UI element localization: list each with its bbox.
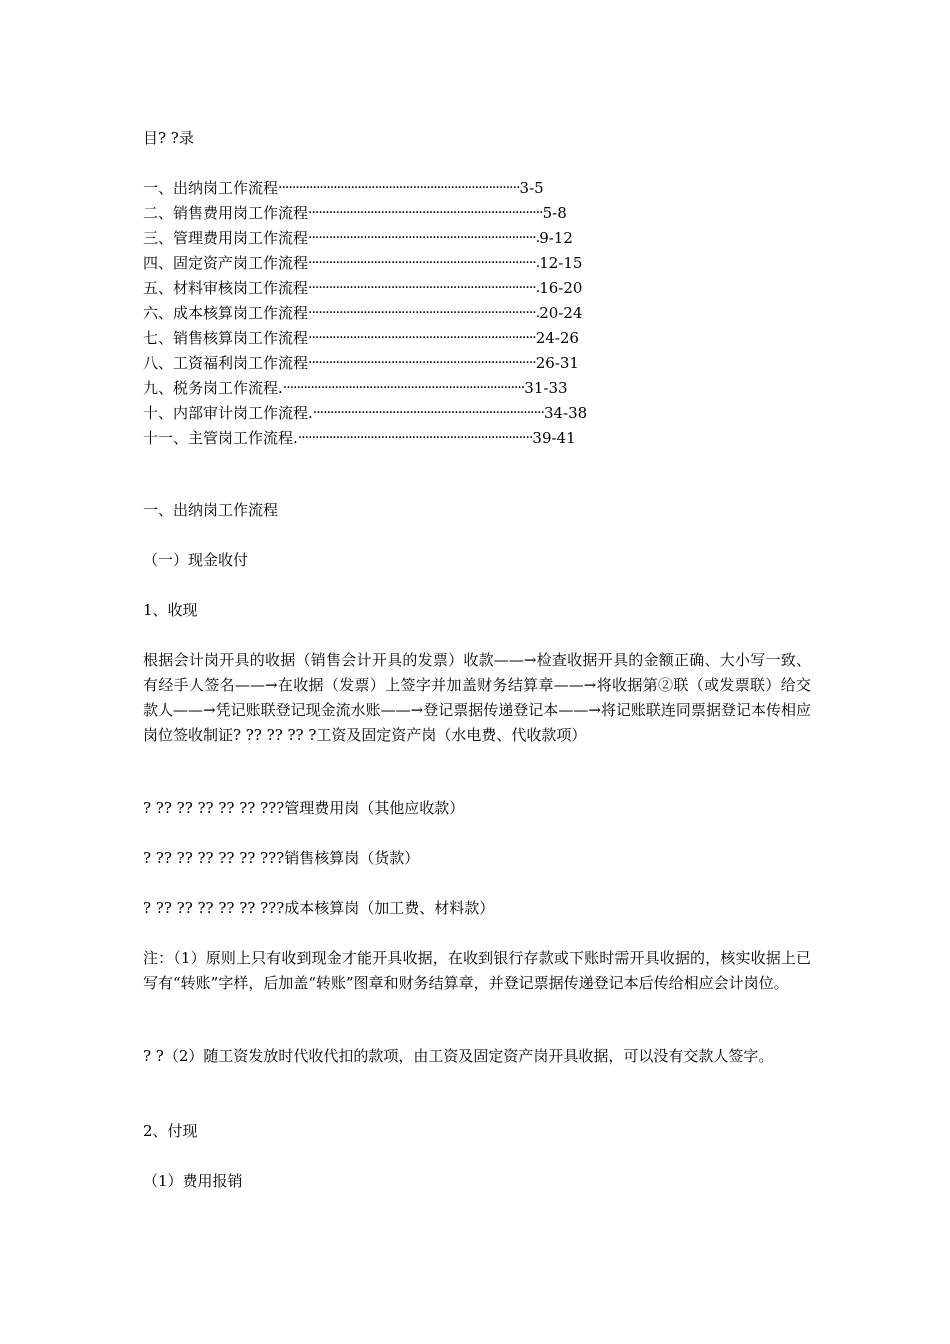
section-heading: 一、出纳岗工作流程 [143, 501, 279, 519]
item-heading-pay-cash: 2、付现 [143, 1122, 198, 1140]
toc-entry [143, 376, 763, 401]
item-heading-receive-cash: 1、收现 [143, 601, 198, 619]
toc-entry-label: 三、管理费用岗工作流程 [143, 229, 309, 247]
flow-line-sales-accounting: ? ?? ?? ?? ?? ?? ???销售核算岗（货款） [143, 849, 420, 867]
note-paragraph-1: 注：（1）原则上只有收到现金才能开具收据，在收到银行存款或下账时需开具收据的，核实收据上已写有“转账”字样，后加盖“转账”图章和财务结算章，并登记票据传递登记本后传给相应会计岗位。 [143, 949, 811, 992]
toc-entry-label: 十一、主管岗工作流程. [143, 429, 298, 447]
toc-entry-label: 一、出纳岗工作流程 [143, 179, 279, 197]
toc-entry [143, 401, 763, 426]
toc-entry-leader: ·································································· [308, 355, 536, 371]
flow-line-cost-accounting: ? ?? ?? ?? ?? ?? ???成本核算岗（加工费、材料款） [143, 899, 495, 917]
toc-entry-label: 六、成本核算岗工作流程 [143, 304, 309, 322]
toc-entry-leader: ·································································· [308, 330, 536, 346]
toc-entry-leader: ··································································. [308, 280, 540, 296]
note-paragraph-2: ? ?（2）随工资发放时代收代扣的款项，由工资及固定资产岗开具收据，可以没有交款人签字。 [143, 1047, 774, 1065]
toc-entry-leader: ··································································. [308, 255, 540, 271]
toc-entry-page: 20-24 [539, 304, 583, 322]
toc-entry [143, 176, 763, 201]
toc-entry [143, 301, 763, 326]
toc-entry-page: 5-8 [542, 204, 567, 222]
toc-entry-leader: ··································································. [308, 305, 540, 321]
toc-entry-page: 24-26 [535, 329, 579, 347]
toc-entry-leader: ······································································ [278, 180, 520, 196]
toc-entry-page: 34-38 [543, 404, 588, 422]
toc-entry-label: 七、销售核算岗工作流程 [143, 329, 309, 347]
toc-entry-leader: ···································································· [297, 430, 533, 446]
toc-entry-label: 十、内部审计岗工作流程. [143, 404, 313, 422]
toc-entry-label: 四、固定资产岗工作流程 [143, 254, 309, 272]
toc-entry [143, 276, 763, 301]
toc-entry [143, 326, 763, 351]
toc-entry-page: 39-41 [532, 429, 576, 447]
toc-entry-page: 3-5 [519, 179, 544, 197]
body-paragraph-receive-cash: 根据会计岗开具的收据（销售会计开具的发票）收款——→检查收据开具的金额正确、大小写一致、有经手人签名——→在收据（发票）上签字并加盖财务结算章——→将收据第②联（或发票联）给交款人——→凭记账联登记现金流水账——→登记票据传递登记本——→将记账联连同票据登记本传相应岗位签收制证? ?? ?? ?? ?工资及固定资产岗（水电费、代收款项） [143, 651, 811, 744]
toc-entry [143, 251, 763, 276]
table-of-contents [143, 176, 763, 451]
toc-entry-page: 31-33 [524, 379, 568, 397]
toc-entry-leader: ··································································. [308, 230, 540, 246]
sub-item-heading-expense-reimbursement: （1）费用报销 [143, 1172, 243, 1190]
toc-entry [143, 351, 763, 376]
toc-entry-page: 26-31 [535, 354, 579, 372]
toc-entry-page: 9-12 [539, 229, 573, 247]
toc-entry-label: 九、税务岗工作流程. [143, 379, 283, 397]
toc-entry-leader: ··································································· [312, 405, 544, 421]
toc-entry [143, 201, 763, 226]
toc-entry-page: 12-15 [539, 254, 583, 272]
toc-entry [143, 426, 763, 451]
toc-entry-label: 八、工资福利岗工作流程 [143, 354, 309, 372]
toc-entry [143, 226, 763, 251]
subsection-heading: （一）现金收付 [143, 551, 249, 569]
toc-entry-label: 五、材料审核岗工作流程 [143, 279, 309, 297]
toc-title: 目? ?录 [143, 129, 194, 147]
toc-entry-label: 二、销售费用岗工作流程 [143, 204, 309, 222]
flow-line-management-fee: ? ?? ?? ?? ?? ?? ???管理费用岗（其他应收款） [143, 799, 465, 817]
toc-entry-leader: ···································································· [308, 205, 543, 221]
toc-entry-leader: ······································································ [282, 380, 525, 396]
toc-entry-page: 16-20 [539, 279, 583, 297]
